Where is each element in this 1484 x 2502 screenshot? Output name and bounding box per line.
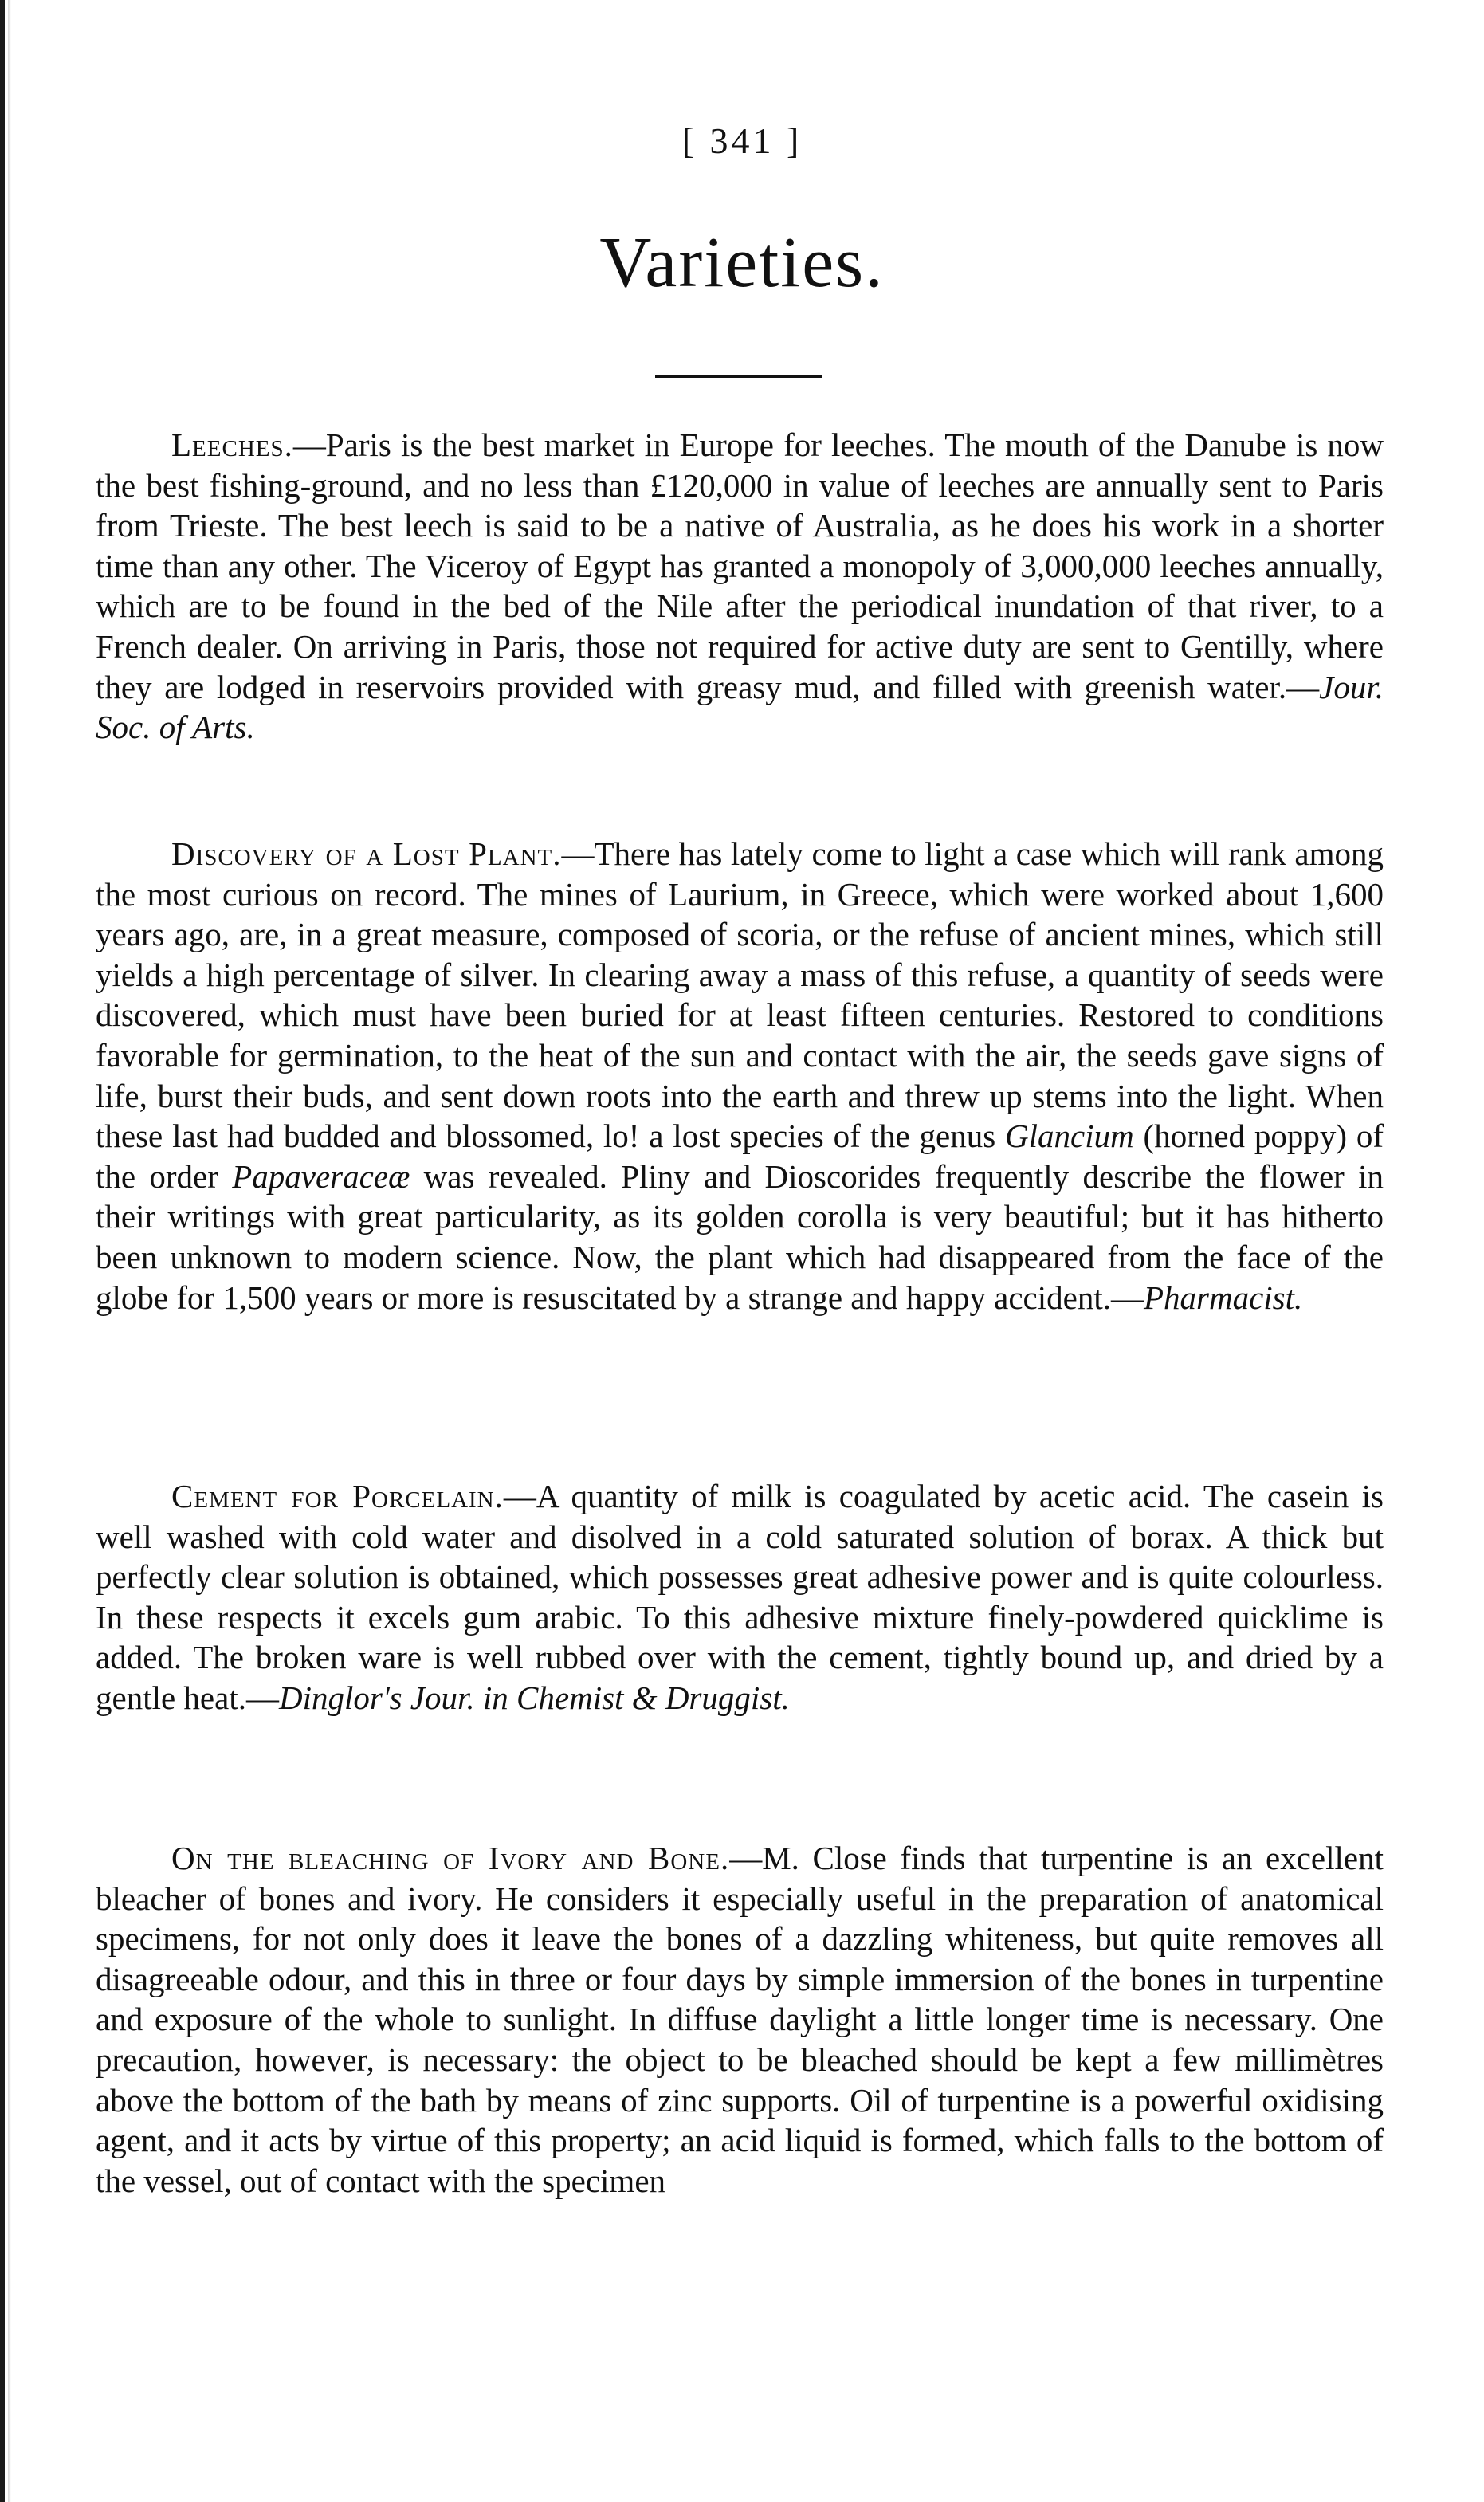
article-heading: Leeches. — [171, 426, 293, 463]
page-title: Varieties. — [599, 223, 885, 302]
article-leeches — [96, 425, 1384, 748]
article-source: Jour. Soc. of Arts. — [96, 668, 1384, 746]
article-body: —M. Close finds that turpentine is an excellent bleacher of bones and ivory. He considers it especially useful in the preparation of anatomical specimens, for not only does it leave the bones of a dazzling whiteness, but quite removes all disagreeable odour, and this in three or four days by simple immersion of the bones in turpentine and exposure of the whole to sunlight. In diffuse daylight a little longer time is necessary. One precaution, however, is necessary: the object to be bleached should be kept a few millimètres above the bottom of the bath by means of zinc supports. Oil of turpentine is a powerful oxidising agent, and it acts by virtue of this property; an acid liquid is formed, which falls to the bottom of the vessel, out of contact with the specimen — [96, 1840, 1384, 2199]
article-heading: Discovery of a Lost Plant. — [171, 835, 562, 872]
article-cement-porcelain — [96, 1476, 1384, 1718]
article-body: —A quantity of milk is coagulated by acetic acid. The casein is well washed with cold water and disolved in a cold saturated solution of borax. A thick but perfectly clear solution is obtained, which possesses great adhesive power and is quite colourless. In these respects it excels gum arabic. To this adhesive mixture finely-powdered quicklime is added. The broken ware is well rubbed over with the cement, tightly bound up, and dried by a gentle heat.— — [96, 1478, 1384, 1716]
article-source: Pharmacist. — [1143, 1278, 1303, 1316]
page-binding-edge — [0, 0, 24, 2502]
article-body: (horned poppy) of the order — [96, 1117, 1384, 1195]
article-body: was revealed. Pliny and Dioscorides frequently describe the flower in their writings with great particularity, as its golden corolla is very beautiful; but it has hitherto been unknown to modern science. Now, the plant which had disappeared from the face of the globe for 1,500 years or more is resuscitated by a strange and happy accident.— — [96, 1157, 1384, 1316]
article-heading: Cement for Porcelain. — [171, 1478, 504, 1514]
order-name: Papaveraceæ — [232, 1157, 410, 1195]
page-number: [ 341 ] — [681, 120, 803, 161]
article-heading: On the bleaching of Ivory and Bone. — [171, 1840, 730, 1876]
article-bleaching-ivory — [96, 1838, 1384, 2201]
article-body: —There has lately come to light a case which will rank among the most curious on record. The mines of Laurium, in Greece, which were worked about 1,600 years ago, are, in a great measure, composed of scoria, or the refuse of ancient mines, which still yields a high percentage of silver. In clearing away a mass of this refuse, a quantity of seeds were discovered, which must have been buried for at least fifteen centuries. Restored to conditions favorable for germination, to the heat of the sun and contact with the air, the seeds gave signs of life, burst their buds, and sent down roots into the earth and threw up stems into the light. When these last had budded and blossomed, lo! a lost species of the genus — [96, 835, 1384, 1155]
article-lost-plant — [96, 834, 1384, 1318]
article-source: Dinglor's Jour. in Chemist & Druggist. — [278, 1679, 790, 1716]
title-divider — [655, 375, 822, 378]
genus-name: Glancium — [1005, 1117, 1134, 1155]
article-body: —Paris is the best market in Europe for leeches. The mouth of the Danube is now the best fishing-ground, and no less than £120,000 in value of leeches are annually sent to Paris from Trieste. The best leech is said to be a native of Australia, as he does his work in a shorter time than any other. The Viceroy of Egypt has granted a monopoly of 3,000,000 leeches annually, which are to be found in the bed of the Nile after the periodical inundation of that river, to a French dealer. On arriving in Paris, those not required for active duty are sent to Gentilly, where they are lodged in reservoirs provided with greasy mud, and filled with greenish water.— — [96, 426, 1384, 705]
